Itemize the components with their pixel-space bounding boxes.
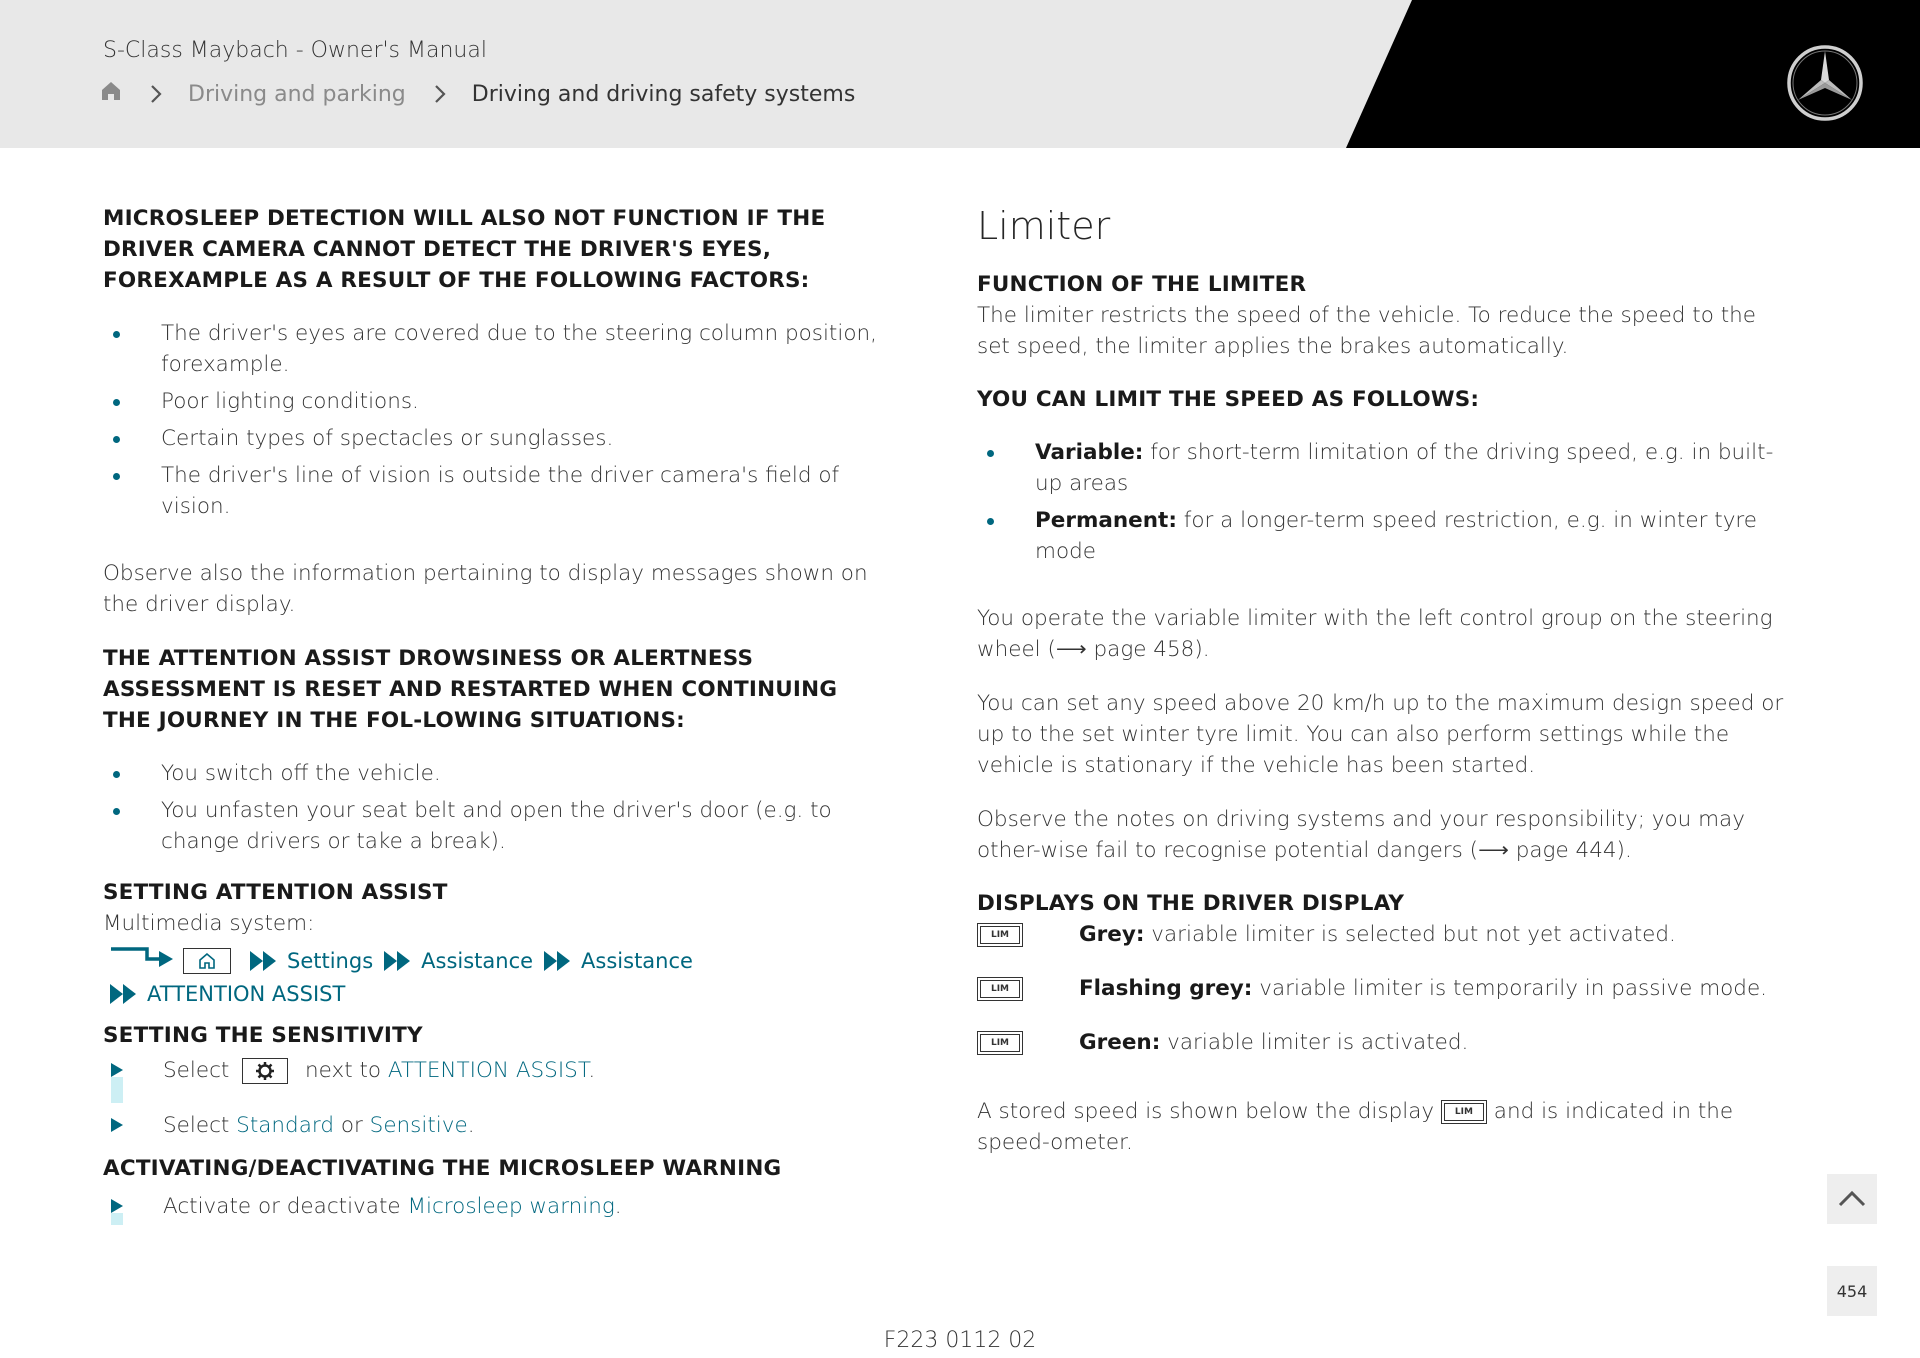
step-arrow-icon [111, 1118, 123, 1132]
item-text: for short-term limitation of the driving speed, e.g. in built-up areas [1035, 440, 1774, 496]
chevron-right-icon [434, 84, 446, 104]
option-standard[interactable]: Standard [236, 1113, 334, 1138]
double-chevron-icon [543, 950, 573, 972]
step-text: next to [305, 1058, 382, 1083]
menu-path [103, 943, 883, 978]
step-text: . [614, 1194, 622, 1219]
page-number-button[interactable] [1827, 1266, 1877, 1316]
display-desc: variable limiter is temporarily in passive mode. [1252, 976, 1768, 1001]
display-desc: variable limiter is activated. [1160, 1030, 1469, 1055]
menu-path-assistance-2[interactable]: Assistance [581, 948, 693, 973]
paragraph-operate: You operate the variable limiter with the left control group on the steering wheel (⟶ page 458). [977, 606, 1773, 662]
left-column [103, 203, 883, 1222]
paragraph-observe-notes: Observe the notes on driving systems and your responsibility; you may other-wise fail to recognise potential dangers (⟶ page 444). [977, 807, 1745, 863]
function-paragraph: The limiter restricts the speed of the vehicle. To reduce the speed to the set speed, the limiter applies the brakes automatically. [977, 303, 1756, 359]
heading-reset-situations: THE ATTENTION ASSIST DROWSINESS OR ALERTNESS ASSESSMENT IS RESET AND RESTARTED WHEN CONTINUING THE JOURNEY IN THE FOL-LOWING SITUATIONS: [103, 646, 838, 733]
display-label: Grey: [1079, 922, 1145, 947]
stored-text: A stored speed is shown below the display [977, 1099, 1435, 1124]
page-header [0, 0, 1920, 148]
right-column [977, 203, 1787, 1158]
menu-path-assistance[interactable]: Assistance [421, 948, 534, 973]
observe-paragraph: Observe also the information pertaining to display messages shown on the driver display. [103, 561, 868, 617]
display-row-flashing-grey [977, 973, 1787, 1004]
heading-function-of-limiter: FUNCTION OF THE LIMITER [977, 272, 1307, 297]
display-text [1079, 919, 1676, 950]
step-text: or [340, 1113, 363, 1138]
limit-types-list [977, 437, 1787, 567]
link-microsleep-warning[interactable]: Microsleep warning [407, 1194, 615, 1219]
list-item: Poor lighting conditions. [103, 386, 883, 417]
list-item [977, 505, 1787, 567]
document-title: S-Class Maybach - Owner's Manual [103, 38, 487, 63]
display-label: Green: [1079, 1030, 1161, 1055]
double-chevron-icon [383, 950, 413, 972]
step-arrow-icon [111, 1063, 123, 1077]
factors-list [103, 318, 883, 522]
step-text: . [467, 1113, 475, 1138]
display-text [1079, 1027, 1468, 1058]
chevron-up-icon [1837, 1189, 1867, 1209]
list-item: You switch off the vehicle. [103, 758, 883, 789]
path-arrow-icon [109, 943, 175, 978]
list-item: The driver's line of vision is outside the driver camera's field of vision. [103, 460, 883, 522]
list-item: Certain types of spectacles or sunglasses. [103, 423, 883, 454]
page-number: 454 [1836, 1281, 1868, 1301]
menu-path-settings[interactable]: Settings [287, 948, 374, 973]
limiter-icon: LIM [977, 923, 1023, 947]
display-row-grey [977, 919, 1787, 950]
display-label: Flashing grey: [1079, 976, 1253, 1001]
display-row-green [977, 1027, 1787, 1058]
item-label: Permanent: [1035, 508, 1177, 533]
double-chevron-icon [249, 950, 279, 972]
home-button-icon [183, 948, 231, 974]
step-arrow-icon [111, 1199, 123, 1213]
limiter-icon: LIM [1441, 1100, 1487, 1124]
list-item: You unfasten your seat belt and open the driver's door (e.g. to change drivers or take a break). [103, 795, 883, 857]
situations-list [103, 758, 883, 857]
menu-path-continued [103, 978, 883, 1010]
limiter-icon: LIM [977, 1031, 1023, 1055]
heading-microsleep-factors: MICROSLEEP DETECTION WILL ALSO NOT FUNCTION IF THE DRIVER CAMERA CANNOT DETECT THE DRIVER'S EYES, FOREXAMPLE AS A RESULT OF THE FOLLOWING FACTORS: [103, 206, 826, 293]
breadcrumb-current: Driving and driving safety systems [471, 81, 856, 107]
heading-displays: DISPLAYS ON THE DRIVER DISPLAY [977, 891, 1405, 916]
display-desc: variable limiter is selected but not yet activated. [1144, 922, 1676, 947]
step-text: Select [163, 1113, 230, 1138]
step-bar [111, 1077, 123, 1103]
stored-text: and is indicated in the speed-ometer. [977, 1099, 1734, 1155]
multimedia-label: Multimedia system: [103, 911, 315, 936]
gear-icon [242, 1058, 288, 1084]
document-code: F223 0112 02 [883, 1328, 1037, 1353]
home-icon[interactable] [100, 80, 122, 108]
heading-setting-sensitivity: SETTING THE SENSITIVITY [103, 1023, 423, 1048]
breadcrumb-link-driving-and-parking[interactable]: Driving and parking [188, 81, 406, 107]
paragraph-stored-speed [977, 1096, 1787, 1158]
display-text [1079, 973, 1767, 1004]
link-attention-assist[interactable]: ATTENTION ASSIST [387, 1058, 589, 1083]
scroll-to-top-button[interactable] [1827, 1174, 1877, 1224]
menu-path-attention-assist[interactable]: ATTENTION ASSIST [147, 982, 346, 1006]
step-text: Select [163, 1058, 230, 1083]
heading-microsleep-warning: ACTIVATING/DEACTIVATING THE MICROSLEEP WARNING [103, 1156, 782, 1181]
step-select-sensitivity [103, 1110, 883, 1141]
heading-limit-speed: YOU CAN LIMIT THE SPEED AS FOLLOWS: [977, 387, 1480, 412]
step-text: . [588, 1058, 596, 1083]
list-item [977, 437, 1787, 499]
item-label: Variable: [1035, 440, 1144, 465]
list-item: The driver's eyes are covered due to the steering column position, forexample. [103, 318, 883, 380]
step-select-gear [103, 1055, 883, 1110]
section-title-limiter: Limiter [977, 204, 1111, 248]
item-text: for a longer-term speed restriction, e.g. in winter tyre mode [1035, 508, 1758, 564]
step-microsleep-warning [103, 1191, 883, 1222]
option-sensitive[interactable]: Sensitive [369, 1113, 468, 1138]
mercedes-star-logo [1786, 44, 1864, 126]
limiter-icon: LIM [977, 977, 1023, 1001]
breadcrumb [100, 80, 855, 108]
heading-setting-attention-assist: SETTING ATTENTION ASSIST [103, 880, 448, 905]
step-bar [111, 1213, 123, 1225]
double-chevron-icon [109, 983, 139, 1005]
step-text: Activate or deactivate [163, 1194, 401, 1219]
paragraph-set-speed: You can set any speed above 20 km/h up to the maximum design speed or up to the set winter tyre limit. You can also perform settings while the vehicle is stationary if the vehicle has been started. [977, 691, 1784, 778]
chevron-right-icon [150, 84, 162, 104]
